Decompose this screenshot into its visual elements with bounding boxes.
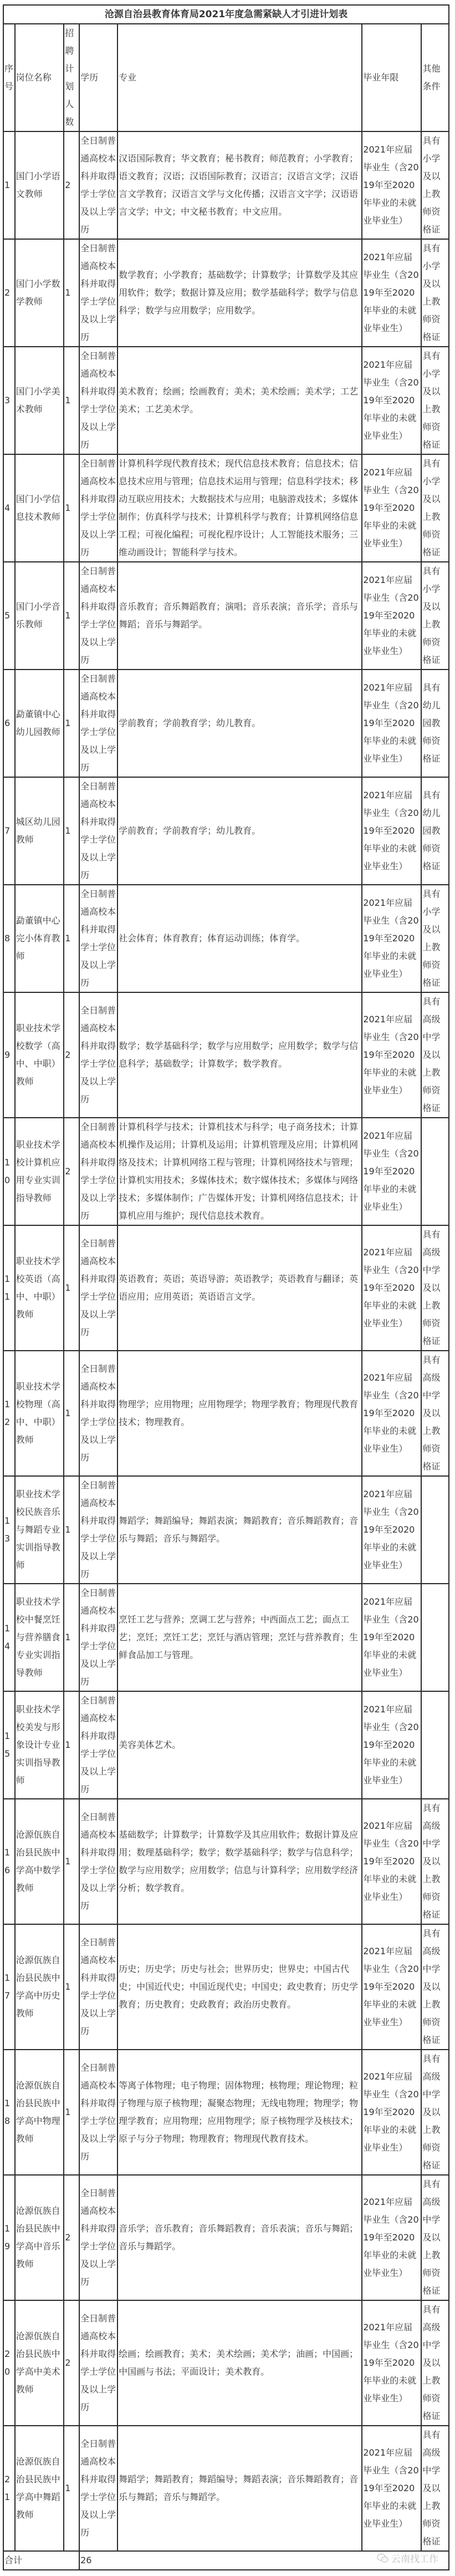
- row-graduation: 2021年应届毕业生（含2019年至2020年毕业的未就业毕业生）: [362, 2050, 421, 2175]
- row-education: 全日制普通高校本科并取得学士学位及以上学历: [79, 1799, 117, 1924]
- row-no: 1: [3, 131, 15, 239]
- row-count: 1: [64, 670, 79, 777]
- row-other: 具有小学及以上教师资格证: [421, 347, 449, 454]
- row-graduation: 2021年应届毕业生（含2019年至2020年毕业的未就业毕业生）: [362, 454, 421, 562]
- row-graduation: 2021年应届毕业生（含2019年至2020年毕业的未就业毕业生）: [362, 885, 421, 992]
- row-education: 全日制普通高校本科并取得学士学位及以上学历: [79, 670, 117, 777]
- row-graduation: 2021年应届毕业生（含2019年至2020年毕业的未就业毕业生）: [362, 347, 421, 454]
- row-position: 职业技术学校美发与形象设计专业实训指导教师: [15, 1691, 64, 1799]
- row-no: 17: [3, 1924, 15, 2050]
- row-no: 12: [3, 1351, 15, 1476]
- row-other: 具有高级中学及以上教师资格证: [421, 2300, 449, 2426]
- row-major: 学前教育；学前教育学；幼儿教育。: [117, 670, 362, 777]
- row-other: 具有小学及以上教师资格证: [421, 239, 449, 347]
- row-count: 1: [64, 1476, 79, 1584]
- row-no: 10: [3, 1118, 15, 1225]
- row-other: [421, 1476, 449, 1584]
- row-education: 全日制普通高校本科并取得学士学位及以上学历: [79, 2050, 117, 2175]
- table-title: 沧源自治县教育体育局2021年度急需紧缺人才引进计划表: [3, 5, 449, 24]
- table-row: [3, 347, 449, 454]
- row-no: 18: [3, 2050, 15, 2175]
- row-major: 等离子体物理；电子物理；固体物理；核物理；理论物理；粒子物理与原子核物理；凝聚态物理；无线电物理；物理学；物理学教育；应用物理；应用物理学；原子核物理学及核技术；原子与分子物理；物理教育；物理现代教育技术。: [117, 2050, 362, 2175]
- row-major: 舞蹈学；舞蹈教育；舞蹈编导；舞蹈表演；音乐舞蹈教育；音乐与舞蹈；音乐与舞蹈学。: [117, 2426, 362, 2551]
- row-no: 2: [3, 239, 15, 347]
- row-major: 美容美体艺术。: [117, 1691, 362, 1799]
- row-graduation: 2021年应届毕业生（含2019年至2020年毕业的未就业毕业生）: [362, 1476, 421, 1584]
- row-major: 数学；数学基础科学；数学与应用数学；应用数学；数学与信息科学；基础数学；计算数学；数学教育。: [117, 992, 362, 1118]
- row-no: 3: [3, 347, 15, 454]
- header-other: 其他条件: [421, 24, 449, 131]
- row-major: 音乐教育；音乐舞蹈教育；演唱；音乐表演；音乐学；音乐与舞蹈；音乐与舞蹈学。: [117, 562, 362, 670]
- row-position: 城区幼儿园教师: [15, 777, 64, 885]
- row-graduation: 2021年应届毕业生（含2019年至2020年毕业的未就业毕业生）: [362, 1225, 421, 1351]
- row-education: 全日制普通高校本科并取得学士学位及以上学历: [79, 1924, 117, 2050]
- table-row: [3, 2426, 449, 2551]
- header-no: 序号: [3, 24, 15, 131]
- row-graduation: 2021年应届毕业生（含2019年至2020年毕业的未就业毕业生）: [362, 2175, 421, 2300]
- row-count: 1: [64, 1799, 79, 1924]
- table-row: [3, 454, 449, 562]
- row-other: 具有高级中学及以上教师资格证: [421, 2175, 449, 2300]
- row-position: 沧源佤族自治县民族中学高中舞蹈教师: [15, 2426, 64, 2551]
- row-count: 1: [64, 1225, 79, 1351]
- row-graduation: 2021年应届毕业生（含2019年至2020年毕业的未就业毕业生）: [362, 1351, 421, 1476]
- row-major: 英语教育；英语；英语导游；英语教学；英语教育与翻译；英语应用；应用英语；英语语言文学。: [117, 1225, 362, 1351]
- row-education: 全日制普通高校本科并取得学士学位及以上学历: [79, 1476, 117, 1584]
- row-graduation: 2021年应届毕业生（含2019年至2020年毕业的未就业毕业生）: [362, 777, 421, 885]
- row-education: 全日制普通高校本科并取得学士学位及以上学历: [79, 239, 117, 347]
- row-other: 具有高级中学及以上教师资格证: [421, 2426, 449, 2551]
- table-row: [3, 2300, 449, 2426]
- row-other: 具有高级中学及以上教师资格证: [421, 992, 449, 1118]
- row-graduation: 2021年应届毕业生（含2019年至2020年毕业的未就业毕业生）: [362, 1691, 421, 1799]
- table-row: [3, 992, 449, 1118]
- table-row: [3, 1691, 449, 1799]
- table-row: [3, 1225, 449, 1351]
- row-no: 9: [3, 992, 15, 1118]
- row-other: 具有小学及以上教师资格证: [421, 131, 449, 239]
- row-position: 沧源佤族自治县民族中学高中美术教师: [15, 2300, 64, 2426]
- row-graduation: 2021年应届毕业生（含2019年至2020年毕业的未就业毕业生）: [362, 1584, 421, 1691]
- row-count: 2: [64, 2300, 79, 2426]
- row-major: 历史；历史学；历史与社会；世界历史；世界史；中国古代史；中国近代史；中国近现代史；中国史；政史教育；历史学教育；历史教育；史政教育；政治历史教育。: [117, 1924, 362, 2050]
- row-no: 5: [3, 562, 15, 670]
- row-count: 2: [64, 131, 79, 239]
- row-education: 全日制普通高校本科并取得学士学位及以上学历: [79, 885, 117, 992]
- watermark-text: 云南找工作: [391, 2554, 438, 2565]
- wechat-icon: [377, 2553, 389, 2563]
- row-major: 基础数学；计算数学；计算数学及其应用软件；数据计算及应用；数理基础科学；数学；数学基础科学；数学与信息科学；数学与应用数学；应用数学；信息与计算科学；应用数学经济分析；数学教育。: [117, 1799, 362, 1924]
- header-major: 专业: [117, 24, 362, 131]
- header-graduation: 毕业年限: [362, 24, 421, 131]
- row-education: 全日制普通高校本科并取得学士学位及以上学历: [79, 777, 117, 885]
- row-no: 16: [3, 1799, 15, 1924]
- row-no: 4: [3, 454, 15, 562]
- table-row: [3, 2050, 449, 2175]
- row-count: 1: [64, 454, 79, 562]
- row-other: 具有高级中学及以上教师资格证: [421, 1225, 449, 1351]
- row-major: 学前教育；学前教育学；幼儿教育。: [117, 777, 362, 885]
- row-other: [421, 1118, 449, 1225]
- row-position: 职业技术学校物理（高中、中职）教师: [15, 1351, 64, 1476]
- row-major: 舞蹈学；舞蹈编导；舞蹈表演；舞蹈教育；音乐舞蹈教育；音乐与舞蹈；音乐与舞蹈学。: [117, 1476, 362, 1584]
- row-count: 1: [64, 1351, 79, 1476]
- row-count: 2: [64, 992, 79, 1118]
- row-other: 具有小学及以上教师资格证: [421, 454, 449, 562]
- row-major: 物理学；应用物理；应用物理学；物理学教育；物理现代教育技术；物理教育。: [117, 1351, 362, 1476]
- table-row: [3, 777, 449, 885]
- row-no: 8: [3, 885, 15, 992]
- table-row: [3, 1584, 449, 1691]
- row-no: 15: [3, 1691, 15, 1799]
- table-row: [3, 131, 449, 239]
- row-other: 具有高级中学及以上教师资格证: [421, 1799, 449, 1924]
- row-education: 全日制普通高校本科并取得学士学位及以上学历: [79, 1225, 117, 1351]
- row-graduation: 2021年应届毕业生（含2019年至2020年毕业的未就业毕业生）: [362, 992, 421, 1118]
- row-no: 14: [3, 1584, 15, 1691]
- table-row: [3, 1924, 449, 2050]
- row-major: 美术教育；绘画；绘画教育；美术；美术绘画；美术学；工艺美术；工艺美术学。: [117, 347, 362, 454]
- row-position: 国门小学音乐教师: [15, 562, 64, 670]
- header-position: 岗位名称: [15, 24, 64, 131]
- row-major: 计算机科学现代教育技术；现代信息技术教育；信息技术；信息技术应用与管理；信息技术运用与管理；信息科学技术；移动互联应用技术；大数据技术与应用；电脑游戏技术；多媒体制作；仿真科学与技术；计算机科学与教育；计算机网络信息工程；可视化编程；可视化程序设计；人工智能技术服务；三维动画设计；智能科学与技术。: [117, 454, 362, 562]
- total-label: 合计: [3, 2551, 79, 2570]
- row-position: 沧源佤族自治县民族中学高中音乐教师: [15, 2175, 64, 2300]
- header-education: 学历: [79, 24, 117, 131]
- table-row: [3, 670, 449, 777]
- row-graduation: 2021年应届毕业生（含2019年至2020年毕业的未就业毕业生）: [362, 1118, 421, 1225]
- table-row: [3, 1476, 449, 1584]
- row-education: 全日制普通高校本科并取得学士学位及以上学历: [79, 2300, 117, 2426]
- row-other: [421, 1584, 449, 1691]
- title-row: [3, 5, 449, 24]
- row-count: 1: [64, 347, 79, 454]
- row-other: 具有高级中学及以上教师资格证: [421, 1924, 449, 2050]
- row-education: 全日制普通高校本科并取得学士学位及以上学历: [79, 1351, 117, 1476]
- row-other: 具有幼儿园教师资格证: [421, 670, 449, 777]
- row-other: 具有高级中学及以上教师资格证: [421, 1351, 449, 1476]
- row-no: 11: [3, 1225, 15, 1351]
- row-education: 全日制普通高校本科并取得学士学位及以上学历: [79, 2426, 117, 2551]
- row-no: 19: [3, 2175, 15, 2300]
- row-other: 具有幼儿园教师资格证: [421, 777, 449, 885]
- row-position: 沧源佤族自治县民族中学高中历史教师: [15, 1924, 64, 2050]
- row-position: 国门小学数学教师: [15, 239, 64, 347]
- table-row: [3, 2175, 449, 2300]
- row-graduation: 2021年应届毕业生（含2019年至2020年毕业的未就业毕业生）: [362, 2426, 421, 2551]
- row-other: 具有小学及以上教师资格证: [421, 885, 449, 992]
- row-education: 全日制普通高校本科并取得学士学位及以上学历: [79, 992, 117, 1118]
- row-major: 音乐学；音乐教育；音乐舞蹈教育；音乐表演；音乐与舞蹈；音乐与舞蹈学。: [117, 2175, 362, 2300]
- row-major: 烹饪工艺与营养；烹调工艺与营养；中西面点工艺；面点工艺；烹饪；烹饪工艺；烹饪与酒店管理；烹饪与营养教育；生鲜食品加工与管理。: [117, 1584, 362, 1691]
- row-count: 1: [64, 239, 79, 347]
- row-count: 1: [64, 1691, 79, 1799]
- row-position: 职业技术学校民族音乐与舞蹈专业实训指导教师: [15, 1476, 64, 1584]
- row-no: 7: [3, 777, 15, 885]
- row-education: 全日制普通高校本科并取得学士学位及以上学历: [79, 562, 117, 670]
- row-count: 1: [64, 885, 79, 992]
- row-education: 全日制普通高校本科并取得学士学位及以上学历: [79, 1584, 117, 1691]
- recruitment-plan-table: [3, 4, 449, 2570]
- row-count: 1: [64, 2050, 79, 2175]
- row-no: 6: [3, 670, 15, 777]
- row-education: 全日制普通高校本科并取得学士学位及以上学历: [79, 2175, 117, 2300]
- table-row: [3, 1118, 449, 1225]
- row-graduation: 2021年应届毕业生（含2019年至2020年毕业的未就业毕业生）: [362, 239, 421, 347]
- row-position: 沧源佤族自治县民族中学高中数学教师: [15, 1799, 64, 1924]
- row-position: 国门小学美术教师: [15, 347, 64, 454]
- row-count: 1: [64, 1924, 79, 2050]
- row-count: 2: [64, 2175, 79, 2300]
- table-row: [3, 239, 449, 347]
- row-other: 具有小学及以上教师资格证: [421, 562, 449, 670]
- row-no: 20: [3, 2300, 15, 2426]
- table-row: [3, 1351, 449, 1476]
- row-graduation: 2021年应届毕业生（含2019年至2020年毕业的未就业毕业生）: [362, 562, 421, 670]
- row-graduation: 2021年应届毕业生（含2019年至2020年毕业的未就业毕业生）: [362, 1924, 421, 2050]
- row-count: 1: [64, 1584, 79, 1691]
- row-graduation: 2021年应届毕业生（含2019年至2020年毕业的未就业毕业生）: [362, 670, 421, 777]
- row-graduation: 2021年应届毕业生（含2019年至2020年毕业的未就业毕业生）: [362, 131, 421, 239]
- row-position: 勐董镇中心幼儿园教师: [15, 670, 64, 777]
- total-value: 26: [79, 2551, 449, 2570]
- row-major: 社会体育；体育教育；体育运动训练；体育学。: [117, 885, 362, 992]
- row-count: 1: [64, 562, 79, 670]
- row-major: 汉语国际教育；华文教育；秘书教育；师范教育；小学教育；语文教育；汉语；汉语国际教育；汉语言；汉语言文学；汉语言文学教育；汉语言文学与文化传播；汉语言文字学；汉语语言文学；中文；中文秘书教育；中文应用。: [117, 131, 362, 239]
- table-row: [3, 562, 449, 670]
- row-graduation: 2021年应届毕业生（含2019年至2020年毕业的未就业毕业生）: [362, 1799, 421, 1924]
- row-graduation: 2021年应届毕业生（含2019年至2020年毕业的未就业毕业生）: [362, 2300, 421, 2426]
- row-major: 绘画；绘画教育；美术；美术绘画；美术学；油画；中国画；中国画与书法；平面设计；美术教育。: [117, 2300, 362, 2426]
- header-count: 招聘计划人数: [64, 24, 79, 131]
- row-no: 21: [3, 2426, 15, 2551]
- row-major: 数学教育；小学教育；基础数学；计算数学；计算数学及其应用软件；数学；数据计算及应用；数学基础科学；数学与信息科学；数学与应用数学；应用数学。: [117, 239, 362, 347]
- row-major: 计算机科学与技术；计算机技术与科学；电子商务技术；计算机操作及运用；计算机及运用；计算机管理及应用；计算机网络及技术；计算机网络工程与管理；计算机网络技术与管理；计算机实用技术；多媒体技术；数字媒体技术；多媒体与网络技术；多媒体制作；广告媒体开发；计算机网络信息技术；计算机应用与维护；现代信息技术教育。: [117, 1118, 362, 1225]
- row-position: 职业技术学校中餐烹饪与营养膳食专业实训指导教师: [15, 1584, 64, 1691]
- row-position: 职业技术学校英语（高中、中职）教师: [15, 1225, 64, 1351]
- row-no: 13: [3, 1476, 15, 1584]
- row-position: 勐董镇中心完小体育教师: [15, 885, 64, 992]
- row-position: 国门小学语文教师: [15, 131, 64, 239]
- row-position: 职业技术学校数学（高中、中职）教师: [15, 992, 64, 1118]
- table-row: [3, 1799, 449, 1924]
- row-education: 全日制普通高校本科并取得学士学位及以上学历: [79, 454, 117, 562]
- row-education: 全日制普通高校本科并取得学士学位及以上学历: [79, 131, 117, 239]
- row-position: 国门小学信息技术教师: [15, 454, 64, 562]
- row-education: 全日制普通高校本科并取得学士学位及以上学历: [79, 1118, 117, 1225]
- row-education: 全日制普通高校本科并取得学士学位及以上学历: [79, 1691, 117, 1799]
- row-education: 全日制普通高校本科并取得学士学位及以上学历: [79, 347, 117, 454]
- row-other: [421, 1691, 449, 1799]
- row-count: 2: [64, 1118, 79, 1225]
- row-count: 1: [64, 2426, 79, 2551]
- table-row: [3, 885, 449, 992]
- row-count: 1: [64, 777, 79, 885]
- row-position: 职业技术学校计算机应用专业实训指导教师: [15, 1118, 64, 1225]
- row-position: 沧源佤族自治县民族中学高中物理教师: [15, 2050, 64, 2175]
- header-row: [3, 24, 449, 131]
- row-other: 具有高级中学及以上教师资格证: [421, 2050, 449, 2175]
- watermark: [377, 2551, 438, 2565]
